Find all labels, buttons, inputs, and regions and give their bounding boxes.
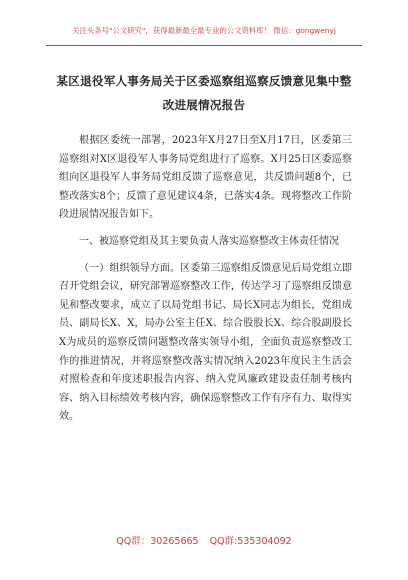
subsection-paragraph: （一）组织领导方面。区委第三巡察组反馈意见后局党组立即召开党组会议，研究部署巡察整改工作，传达学习了巡察组反馈意见和整改要求，成立了以局党组书记、局长X同志为组长，党组成员、副局长X、X，局办公室主任X、综合股股长X、综合股副股长X为成员的巡察反馈问题整改落实领导小组，全面负责巡察整改工作的推进情况，并将巡察整改落实情况纳入2023年度民主生活会对照检查和年度述职报告内容、纳入党风廉政建设责任制考核内容、纳入目标绩效考核内容，确保巡察整改工作有序有力、取得实效。 (59, 262, 352, 423)
section-heading: 一、被巡察党组及其主要负责人落实巡察整改主体责任情况 (79, 235, 339, 247)
page-header: 关注头条号"公文研究"，获得最新最全最专业的公文资料库！ 微信：gongwenyj (72, 26, 336, 35)
document-body (59, 132, 352, 427)
document-title: 某区退役军人事务局关于区委巡察组巡察反馈意见集中整改进展情况报告 (56, 74, 352, 112)
page-footer: QQ群：30265665 QQ群:535304092 (116, 536, 292, 547)
header-divider (46, 45, 362, 46)
intro-paragraph: 根据区委统一部署，2023年X月27日至X月17日，区委第三巡察组对X区退役军人事务局党组进行了巡察。X月25日区委巡察组向区退役军人事务局党组反馈了巡察意见，共反馈问题8个，已整改落实8个；反馈了意见建议4条，已落实4条。现将整改工作阶段进展情况报告如下。 (59, 135, 352, 221)
